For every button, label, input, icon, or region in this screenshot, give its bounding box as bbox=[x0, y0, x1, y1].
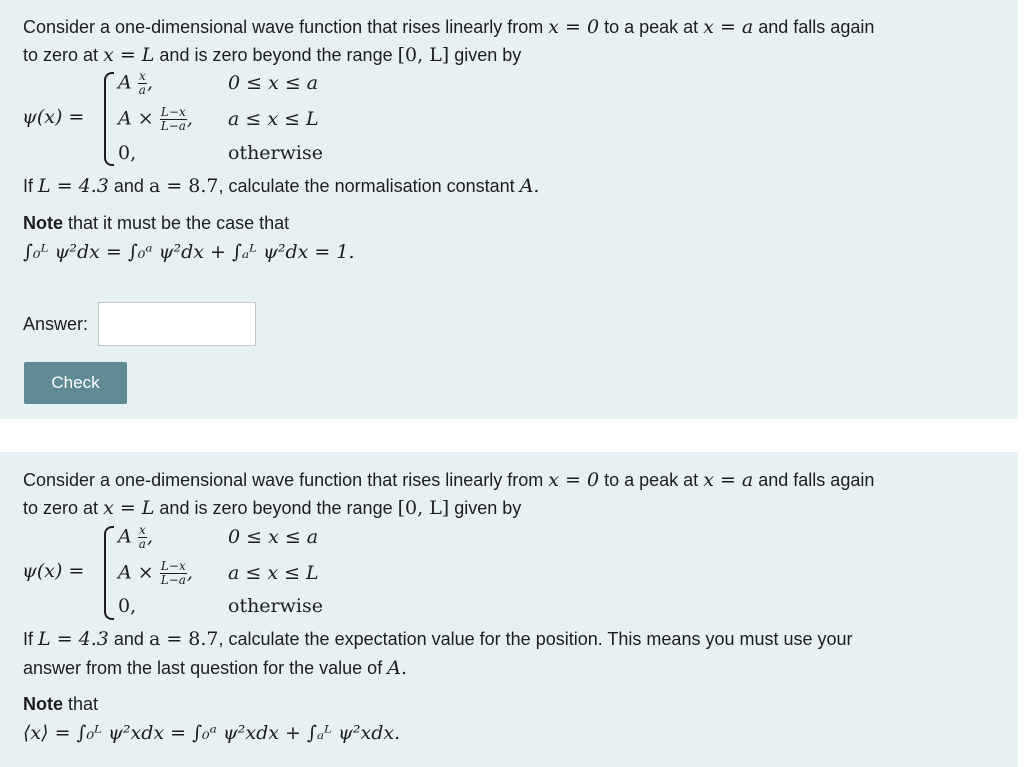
answer-input[interactable] bbox=[98, 302, 256, 346]
intro-text: Consider a one-dimensional wave function that rises linearly from bbox=[23, 470, 544, 490]
given-math: a = 8.7 bbox=[148, 175, 219, 197]
case1-coefficient: A bbox=[118, 71, 132, 94]
intro-text: to a peak at bbox=[604, 17, 699, 37]
fraction-denominator: a bbox=[138, 537, 146, 551]
question-given-line bbox=[23, 175, 539, 197]
intro-text: Consider a one-dimensional wave function that rises linearly from bbox=[23, 17, 544, 37]
fraction-denominator: a bbox=[138, 83, 146, 97]
intro-math: x = 0 bbox=[548, 16, 600, 38]
fraction-denominator: L−a bbox=[160, 573, 186, 587]
fraction-numerator: x bbox=[138, 523, 146, 537]
question-intro-line2 bbox=[23, 497, 521, 519]
given-text: answer from the last question for the value of bbox=[23, 658, 383, 678]
fraction-numerator: L−x bbox=[160, 559, 186, 573]
case2-fraction bbox=[160, 560, 187, 587]
given-text: , calculate the normalisation constant bbox=[218, 176, 515, 196]
note-line bbox=[23, 213, 289, 234]
note-label: Note bbox=[23, 694, 63, 714]
case2-fraction bbox=[160, 106, 187, 133]
question-given-line bbox=[23, 628, 853, 650]
note-line bbox=[23, 694, 98, 715]
case2-coefficient: A × bbox=[118, 561, 154, 584]
check-button[interactable]: Check bbox=[24, 362, 127, 404]
case3-condition: otherwise bbox=[228, 595, 323, 617]
case1-fraction bbox=[138, 70, 147, 97]
question-intro-line1 bbox=[23, 16, 874, 38]
question-intro-line1 bbox=[23, 469, 874, 491]
case3-expression: 0, bbox=[118, 142, 137, 164]
intro-text: given by bbox=[454, 498, 522, 518]
intro-math: [0, L] bbox=[397, 497, 450, 519]
given-math: L = 4.3 bbox=[38, 628, 109, 650]
given-text: and bbox=[113, 176, 144, 196]
given-math: A. bbox=[519, 175, 540, 197]
intro-text: and is zero beyond the range bbox=[159, 498, 393, 518]
intro-text: to zero at bbox=[23, 45, 99, 65]
case1-fraction bbox=[138, 524, 147, 551]
question-2-card bbox=[0, 452, 1018, 767]
given-math: L = 4.3 bbox=[38, 175, 109, 197]
case2-expression: A × $\frac{L-x}{L-a}$ , bbox=[118, 559, 193, 587]
case2-condition: a ≤ x ≤ L bbox=[228, 562, 319, 584]
answer-label: Answer: bbox=[23, 314, 89, 334]
note-text: that it must be the case that bbox=[68, 213, 290, 233]
intro-text: and is zero beyond the range bbox=[159, 45, 393, 65]
question-intro-line2 bbox=[23, 44, 521, 66]
fraction-numerator: L−x bbox=[160, 105, 186, 119]
note-equation: ⟨x⟩ = ∫₀ᴸ ψ²xdx = ∫₀ᵃ ψ²xdx + ∫ₐᴸ ψ²xdx. bbox=[23, 722, 401, 744]
piecewise-brace bbox=[104, 526, 114, 620]
case2-condition: a ≤ x ≤ L bbox=[228, 108, 319, 130]
given-text: and bbox=[113, 629, 144, 649]
psi-label: ψ(x) = bbox=[22, 106, 85, 128]
given-text: If bbox=[23, 629, 34, 649]
intro-math: x = a bbox=[703, 16, 754, 38]
intro-math: [0, L] bbox=[397, 44, 450, 66]
given-math: A. bbox=[387, 657, 407, 679]
fraction-numerator: x bbox=[138, 69, 146, 83]
intro-text: and falls again bbox=[758, 17, 875, 37]
given-text: If bbox=[23, 176, 34, 196]
intro-math: x = 0 bbox=[548, 469, 600, 491]
case1-expression: A $\frac{x}{a}$ , bbox=[118, 69, 153, 97]
case1-coefficient: A bbox=[118, 525, 132, 548]
fraction-denominator: L−a bbox=[160, 119, 186, 133]
intro-math: x = L bbox=[103, 44, 155, 66]
note-text: that bbox=[68, 694, 99, 714]
given-math: a = 8.7 bbox=[148, 628, 219, 650]
case1-condition: 0 ≤ x ≤ a bbox=[228, 526, 319, 548]
intro-text: to a peak at bbox=[604, 470, 699, 490]
intro-text: to zero at bbox=[23, 498, 99, 518]
intro-text: given by bbox=[454, 45, 522, 65]
question-given-line2 bbox=[23, 657, 407, 679]
case2-expression: A × $\frac{L-x}{L-a}$ , bbox=[118, 105, 193, 133]
case1-expression: A $\frac{x}{a}$ , bbox=[118, 523, 153, 551]
given-text: , calculate the expectation value for the position. This means you must use your bbox=[218, 629, 853, 649]
piecewise-brace bbox=[104, 72, 114, 166]
intro-text: and falls again bbox=[758, 470, 875, 490]
case3-expression: 0, bbox=[118, 595, 137, 617]
note-label: Note bbox=[23, 213, 63, 233]
note-equation: ∫₀ᴸ ψ²dx = ∫₀ᵃ ψ²dx + ∫ₐᴸ ψ²dx = 1. bbox=[23, 241, 355, 263]
case1-condition: 0 ≤ x ≤ a bbox=[228, 72, 319, 94]
case2-coefficient: A × bbox=[118, 107, 154, 130]
psi-label: ψ(x) = bbox=[22, 560, 85, 582]
case3-condition: otherwise bbox=[228, 142, 323, 164]
intro-math: x = L bbox=[103, 497, 155, 519]
intro-math: x = a bbox=[703, 469, 754, 491]
